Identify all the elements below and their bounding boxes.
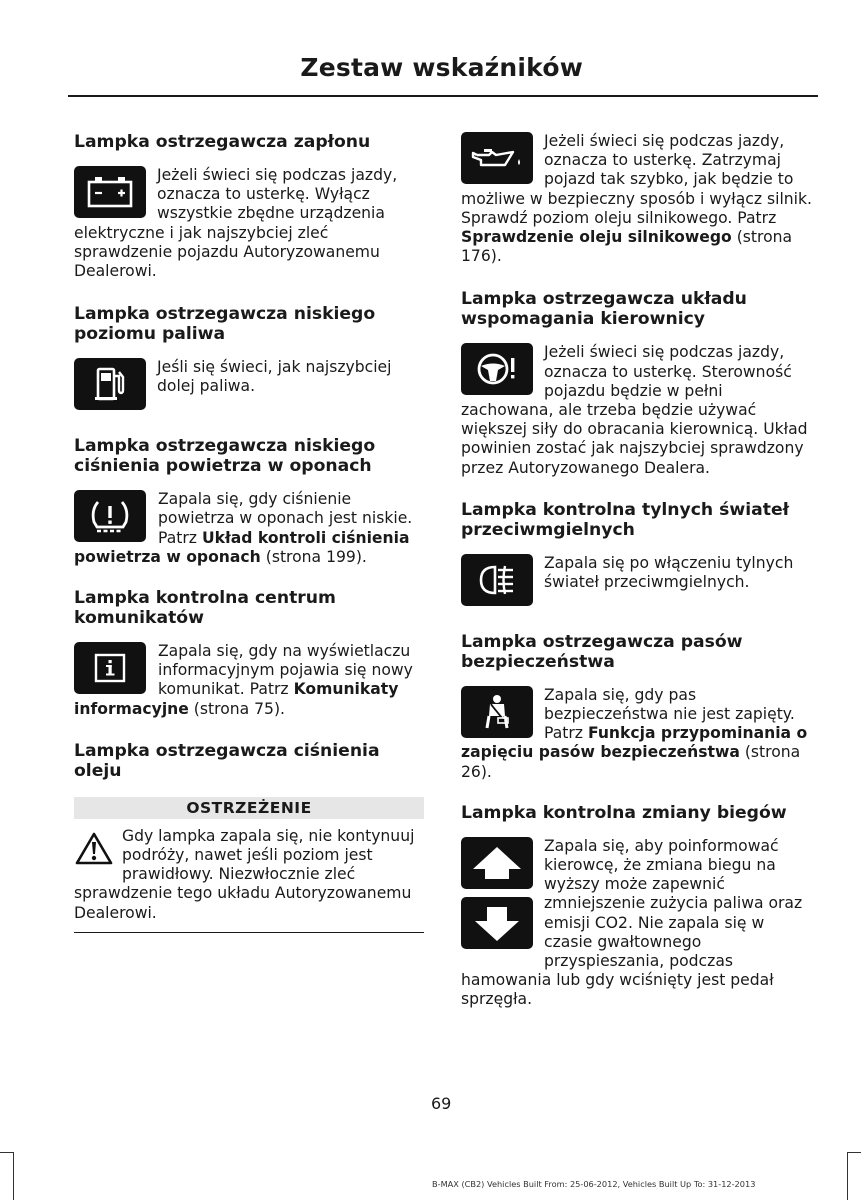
cross-reference-link[interactable]: Funkcja przypominania o zapięciu pasów bezpieczeństwa [461, 724, 808, 762]
section-text: Jeżeli świeci się podczas jazdy, oznacza to usterkę. Sterowność pojazdu będzie w pełni zachowana, ale trzeba będzie używać większej siły do obracania kierownicą. Układ powinien zostać jak najszybciej sprawdzony przez Autoryzowanego Dealera. [461, 343, 808, 477]
section-title: Lampka ostrzegawcza zapłonu [74, 132, 371, 152]
crop-mark [847, 1152, 861, 1153]
right-column [461, 132, 817, 1010]
rear-fog-lamp-section [461, 500, 817, 610]
left-column [74, 132, 424, 933]
section-title: Lampka ostrzegawcza niskiego poziomu paliwa [74, 304, 376, 345]
shift-icon-group [461, 837, 533, 949]
section-title: Lampka ostrzegawcza niskiego ciśnienia powietrza w oponach [74, 436, 376, 477]
section-title: Lampka ostrzegawcza układu wspomagania kierownicy [461, 289, 747, 330]
crop-mark [13, 1152, 14, 1200]
crop-mark [847, 1152, 848, 1200]
oil-can-icon [461, 132, 533, 184]
shift-down-arrow-icon [461, 897, 533, 949]
title-divider [68, 95, 818, 97]
section-text: Zapala się, aby poinformować kierowcę, że zmiana biegu na wyższy może zapewnić zmniejszenie zużycia paliwa oraz emisji CO2. Nie zapala się w czasie gwałtownego przyspieszania, podczas hamowania lub gdy wciśnięty jest pedał sprzęgła. [461, 836, 803, 1009]
section-title: Lampka kontrolna centrum komunikatów [74, 588, 336, 629]
warning-text: Gdy lampka zapala się, nie kontynuuj podróży, nawet jeśli poziom jest prawidłowy. Niezwłocznie zleć sprawdzenie tego układu Autoryzowanemu Dealerowi. [74, 826, 415, 922]
section-title: Lampka kontrolna tylnych świateł przeciwmgielnych [461, 499, 790, 540]
steering-wheel-warning-icon [461, 343, 533, 395]
section-text: Zapala się, gdy na wyświetlaczu informacyjnym pojawia się nowy komunikat. Patrz Komunikaty informacyjne (strona 75). [74, 642, 413, 718]
section-title: Lampka kontrolna zmiany biegów [461, 802, 787, 823]
cross-reference-link[interactable]: Sprawdzenie oleju silnikowego [461, 228, 732, 247]
section-text: Jeżeli świeci się podczas jazdy, oznacza to usterkę. Wyłącz wszystkie zbędne urządzenia elektryczne i jak najszybciej zleć sprawdzenie pojazdu Autoryzowanemu Dealerowi. [74, 166, 398, 281]
section-text: Zapala się, gdy ciśnienie powietrza w oponach jest niskie. Patrz Układ kontroli ciśnienia powietrza w oponach (strona 199). [74, 490, 413, 566]
cross-reference-link[interactable]: Komunikaty informacyjne [74, 680, 399, 718]
warning-divider [74, 932, 424, 933]
seatbelt-icon [461, 686, 533, 738]
shift-up-arrow-icon [461, 837, 533, 889]
cross-reference-link[interactable]: Układ kontroli ciśnienia powietrza w oponach [74, 528, 410, 566]
ignition-section [74, 132, 424, 281]
footer-note: B-MAX (CB2) Vehicles Built From: 25-06-2012, Vehicles Built Up To: 31-12-2013 [432, 1179, 756, 1189]
message-center-section [74, 588, 424, 719]
warning-triangle-icon [74, 831, 114, 867]
info-icon [74, 642, 146, 694]
warning-header: OSTRZEŻENIE [74, 797, 424, 819]
section-title: Lampka ostrzegawcza ciśnienia oleju [74, 740, 380, 781]
oil-warning-section [461, 132, 817, 266]
section-text: Jeśli się świeci, jak najszybciej dolej paliwa. [157, 358, 392, 396]
section-text: Zapala się, gdy pas bezpieczeństwa nie jest zapięty. Patrz Funkcja przypominania o zapięciu pasów bezpieczeństwa (strona 26). [461, 685, 808, 781]
rear-fog-lamp-icon [461, 554, 533, 606]
section-text: Zapala się po włączeniu tylnych świateł przeciwmgielnych. [544, 553, 794, 592]
section-text: Jeżeli świeci się podczas jazdy, oznacza to usterkę. Zatrzymaj pojazd tak szybko, jak będzie to możliwe w bezpieczny sposób i wyłącz silnik. Sprawdź poziom oleju silnikowego. Patrz Sprawdzenie oleju silnikowego (strona 176). [461, 132, 812, 266]
tyre-pressure-section [74, 436, 424, 567]
fuel-section [74, 304, 424, 414]
power-steering-section [461, 289, 817, 477]
seatbelt-section [461, 632, 817, 782]
gear-shift-section [461, 803, 817, 1010]
crop-mark [0, 1152, 14, 1153]
section-title: Lampka ostrzegawcza pasów bezpieczeństwa [461, 631, 743, 672]
oil-pressure-section [74, 741, 424, 933]
page-number: 69 [431, 1094, 452, 1113]
tyre-pressure-icon [74, 490, 146, 542]
battery-icon [74, 166, 146, 218]
fuel-pump-icon [74, 358, 146, 410]
page-title: Zestaw wskaźników [300, 53, 583, 82]
